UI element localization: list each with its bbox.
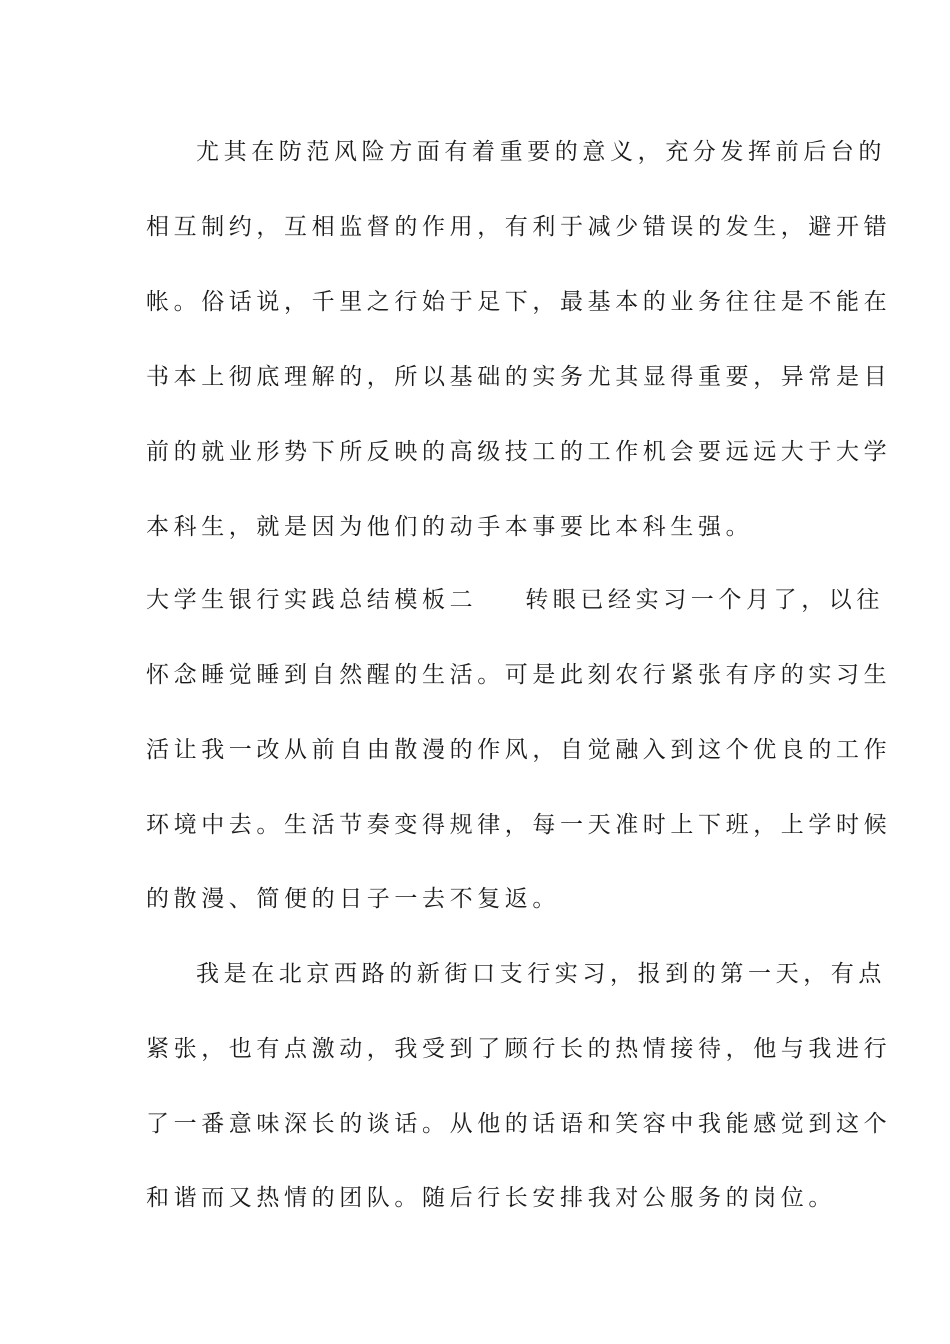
paragraph-1-line-5: 前的就业形势下所反映的高级技工的工作机会要远远大于大学 (146, 439, 892, 465)
paragraph-2-line-5: 的散漫、简便的日子一去不复返。 (146, 886, 560, 912)
paragraph-2-line-2: 怀念睡觉睡到自然醒的生活。可是此刻农行紧张有序的实习生 (146, 662, 892, 688)
paragraph-1-line-2: 相互制约，互相监督的作用，有利于减少错误的发生，避开错 (146, 214, 892, 240)
paragraph-2-line-1: 转眼已经实习一个月了，以往 (525, 587, 885, 613)
paragraph-3-line-2: 紧张，也有点激动，我受到了顾行长的热情接待，他与我进行 (146, 1036, 892, 1062)
section-heading: 大学生银行实践总结模板二 (146, 587, 478, 613)
paragraph-1-line-4: 书本上彻底理解的，所以基础的实务尤其显得重要，异常是目 (146, 364, 892, 390)
section-heading-line (146, 583, 885, 617)
paragraph-2-line-3: 活让我一改从前自由散漫的作风，自觉融入到这个优良的工作 (146, 737, 892, 763)
paragraph-3-line-3: 了一番意味深长的谈话。从他的话语和笑容中我能感觉到这个 (146, 1111, 892, 1137)
paragraph-3-line-4: 和谐而又热情的团队。随后行长安排我对公服务的岗位。 (146, 1185, 836, 1211)
paragraph-2-line-4: 环境中去。生活节奏变得规律，每一天准时上下班，上学时候 (146, 812, 892, 838)
paragraph-1-line-1: 尤其在防范风险方面有着重要的意义，充分发挥前后台的 (196, 139, 886, 165)
paragraph-1-line-3: 帐。俗话说，千里之行始于足下，最基本的业务往往是不能在 (146, 289, 892, 315)
paragraph-1-line-6: 本科生，就是因为他们的动手本事要比本科生强。 (146, 514, 754, 540)
paragraph-3-line-1: 我是在北京西路的新街口支行实习，报到的第一天，有点 (196, 961, 886, 987)
